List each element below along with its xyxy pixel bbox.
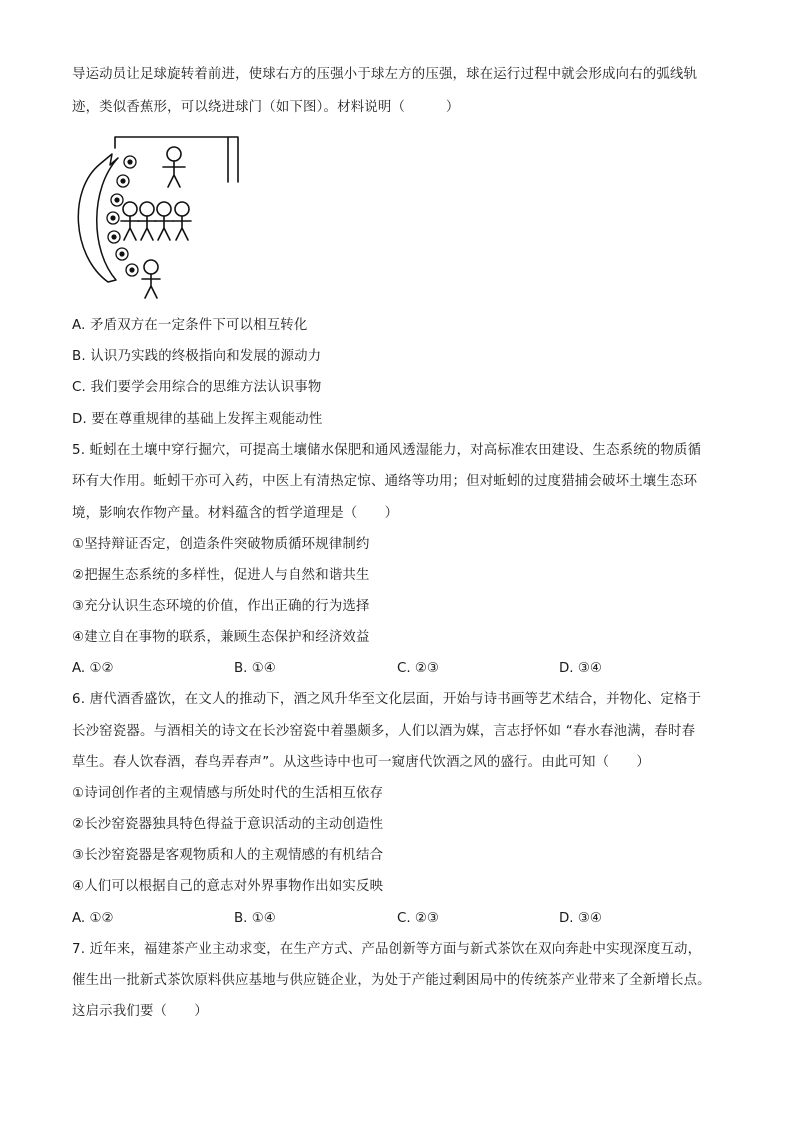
q6-statement-1: ①诗词创作者的主观情感与所处时代的生活相互依存 [72,786,384,801]
q6-statement-2: ②长沙窑瓷器独具特色得益于意识活动的主动创造性 [72,817,384,832]
q6-statement-3: ③长沙窑瓷器是客观物质和人的主观情感的有机结合 [72,848,384,863]
q5-statement-3: ③充分认识生态环境的价值，作出正确的行为选择 [72,599,370,614]
q5-choice-b[interactable]: B. ①④ [234,661,276,676]
q6-choice-c[interactable]: C. ②③ [397,911,439,926]
q6-statement-4: ④人们可以根据自己的意志对外界事物作出如实反映 [72,879,384,894]
q4-option-c[interactable]: C. 我们要学会用综合的思维方法认识事物 [72,380,322,395]
banana-kick-figure [70,134,240,304]
q5-stem-line-3: 境，影响农作物产量。材料蕴含的哲学道理是（ ） [72,506,399,521]
wall-player-figure [173,202,191,240]
q6-choices [72,910,722,928]
q6-stem-line-2: 长沙窑瓷器。与酒相关的诗文在长沙窑瓷中着墨颇多，人们以酒为媒，言志抒怀如 “春水春池满，春时春 [72,724,696,739]
goalkeeper-figure [163,147,185,187]
q6-stem-line-3: 草生。春人饮春酒，春鸟弄春声”。从这些诗中也可一窥唐代饮酒之风的盛行。由此可知（ ） [72,755,650,770]
wall-player-figure [138,202,156,240]
wall-player-figure [121,202,139,240]
q5-choice-d[interactable]: D. ③④ [559,661,602,676]
football-icon [117,175,129,187]
q7-stem-line-2: 催生出一批新式茶饮原料供应基地与供应链企业，为处于产能过剩困局中的传统茶产业带来了全新增长点。 [72,973,711,988]
q6-choice-b[interactable]: B. ①④ [234,911,276,926]
q5-statement-2: ②把握生态系统的多样性，促进人与自然和谐共生 [72,568,370,583]
q5-statement-1: ①坚持辩证否定，创造条件突破物质循环规律制约 [72,537,370,552]
q5-choice-c[interactable]: C. ②③ [397,661,439,676]
wall-player-figure [155,202,173,240]
q4-stem-line-2: 迹，类似香蕉形，可以绕进球门（如下图）。材料说明（ ） [72,100,460,115]
q6-choice-d[interactable]: D. ③④ [559,911,602,926]
q5-stem-line-2: 环有大作用。蚯蚓干亦可入药，中医上有清热定惊、通络等功用；但对蚯蚓的过度猎捕会破坏土壤生态环 [72,474,698,489]
q4-stem-line-1: 导运动员让足球旋转着前进，使球右方的压强小于球左方的压强，球在运行过程中就会形成向右的弧线轨 [72,67,698,82]
q5-choice-a[interactable]: A. ①② [72,661,114,676]
football-icon [108,231,120,243]
q6-choice-a[interactable]: A. ①② [72,911,114,926]
q4-option-d[interactable]: D. 要在尊重规律的基础上发挥主观能动性 [72,412,323,427]
kicker-figure [142,260,160,298]
football-icon [116,248,128,260]
q5-statement-4: ④建立自在事物的联系，兼顾生态保护和经济效益 [72,630,370,645]
q7-stem-line-1: 7. 近年来，福建茶产业主动求变，在生产方式、产品创新等方面与新式茶饮在双向奔赴中实现深度互动， [72,942,702,957]
q5-stem-line-1: 5. 蚯蚓在土壤中穿行掘穴，可提高土壤储水保肥和通风透湿能力，对高标准农田建设、生态系统的物质循 [72,443,702,458]
q4-option-b[interactable]: B. 认识乃实践的终极指向和发展的源动力 [72,349,322,364]
football-icon [107,212,119,224]
q5-choices [72,660,722,678]
q7-stem-line-3: 这启示我们要（ ） [72,1004,208,1019]
q4-option-a[interactable]: A. 矛盾双方在一定条件下可以相互转化 [72,318,308,333]
football-icon [126,264,138,276]
football-icon [111,194,123,206]
football-icon [124,156,136,168]
q6-stem-line-1: 6. 唐代酒香盛饮，在文人的推动下，酒之风升华至文化层面，开始与诗书画等艺术结合，并物化、定格于 [72,692,702,707]
